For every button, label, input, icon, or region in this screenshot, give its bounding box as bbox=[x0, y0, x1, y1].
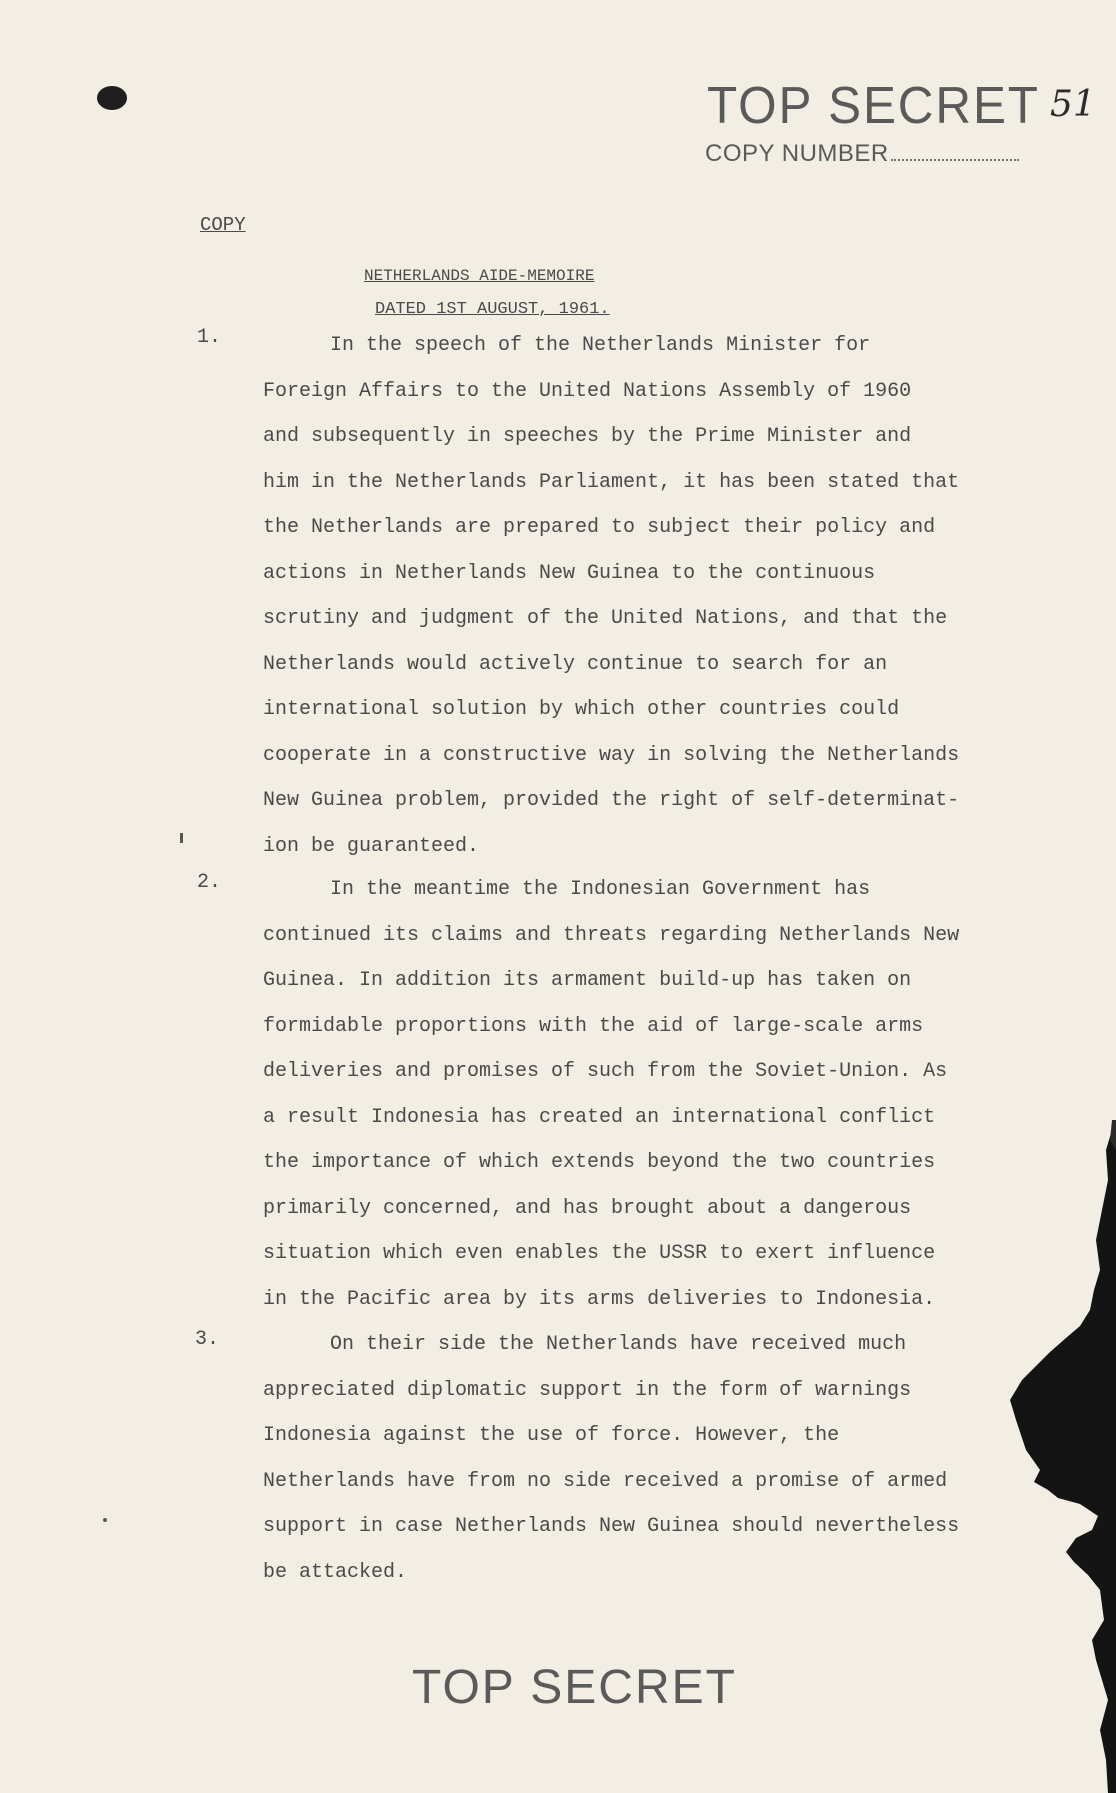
classification-stamp-top: TOP SECRET bbox=[707, 77, 1040, 135]
paragraph-line: appreciated diplomatic support in the form of warnings bbox=[263, 1378, 912, 1402]
paragraph-line: continued its claims and threats regarding Netherlands New bbox=[263, 923, 960, 947]
paragraph-line: the importance of which extends beyond the two countries bbox=[263, 1151, 936, 1174]
paragraph-number: 3. bbox=[195, 1328, 220, 1351]
paragraph-line: cooperate in a constructive way in solving the Netherlands bbox=[263, 743, 960, 767]
paragraph-line: him in the Netherlands Parliament, it has been stated that bbox=[263, 470, 960, 494]
paragraph-line: international solution by which other countries could bbox=[263, 698, 900, 721]
paragraph-2 bbox=[263, 867, 1093, 1322]
copy-label: COPY bbox=[200, 214, 246, 236]
paragraph-line: and subsequently in speeches by the Prime Minister and bbox=[263, 425, 912, 448]
paragraph-1 bbox=[263, 323, 1093, 869]
paragraph-line: Netherlands would actively continue to search for an bbox=[263, 652, 888, 676]
paragraph-line: On their side the Netherlands have received much bbox=[330, 1333, 907, 1356]
document-date: DATED 1ST AUGUST, 1961. bbox=[375, 300, 610, 319]
paragraph-line: Foreign Affairs to the United Nations Assembly of 1960 bbox=[263, 379, 912, 403]
paragraph-line: In the meantime the Indonesian Government has bbox=[330, 878, 871, 901]
paragraph-line: Guinea. In addition its armament build-up has taken on bbox=[263, 969, 912, 992]
paragraph-line: in the Pacific area by its arms deliveries to Indonesia. bbox=[263, 1287, 936, 1311]
punch-hole bbox=[97, 86, 127, 110]
copy-number-blank bbox=[891, 141, 1019, 161]
paragraph-number: 2. bbox=[197, 871, 222, 894]
classification-stamp-bottom: TOP SECRET bbox=[412, 1661, 737, 1714]
paragraph-line: Indonesia against the use of force. However, the bbox=[263, 1424, 840, 1447]
handwritten-page-number: 51 bbox=[1050, 84, 1096, 125]
paragraph-line: deliveries and promises of such from the Soviet-Union. As bbox=[263, 1060, 948, 1083]
paragraph-line: formidable proportions with the aid of large-scale arms bbox=[263, 1014, 924, 1038]
paragraph-number: 1. bbox=[197, 326, 222, 349]
torn-page-edge bbox=[996, 1120, 1116, 1793]
margin-mark bbox=[180, 833, 183, 843]
paragraph-line: actions in Netherlands New Guinea to the continuous bbox=[263, 561, 876, 585]
paragraph-line: the Netherlands are prepared to subject their policy and bbox=[263, 516, 936, 539]
document-title: NETHERLANDS AIDE-MEMOIRE bbox=[364, 267, 595, 285]
copy-number-label: COPY NUMBER bbox=[705, 140, 889, 167]
paragraph-line: In the speech of the Netherlands Minister for bbox=[330, 334, 871, 357]
copy-number-stamp bbox=[705, 140, 1019, 168]
paragraph-line: be attacked. bbox=[263, 1560, 408, 1584]
paragraph-line: situation which even enables the USSR to exert influence bbox=[263, 1242, 936, 1265]
paragraph-line: a result Indonesia has created an international conflict bbox=[263, 1105, 936, 1129]
paragraph-3 bbox=[263, 1322, 1093, 1595]
paragraph-line: scrutiny and judgment of the United Nations, and that the bbox=[263, 607, 948, 630]
paragraph-line: ion be guaranteed. bbox=[263, 834, 480, 858]
paragraph-line: Netherlands have from no side received a promise of armed bbox=[263, 1469, 948, 1493]
paragraph-line: support in case Netherlands New Guinea should nevertheless bbox=[263, 1515, 960, 1538]
paragraph-line: New Guinea problem, provided the right of self-determinat- bbox=[263, 789, 960, 812]
paragraph-line: primarily concerned, and has brought about a dangerous bbox=[263, 1196, 912, 1220]
speck-mark bbox=[103, 1518, 107, 1522]
